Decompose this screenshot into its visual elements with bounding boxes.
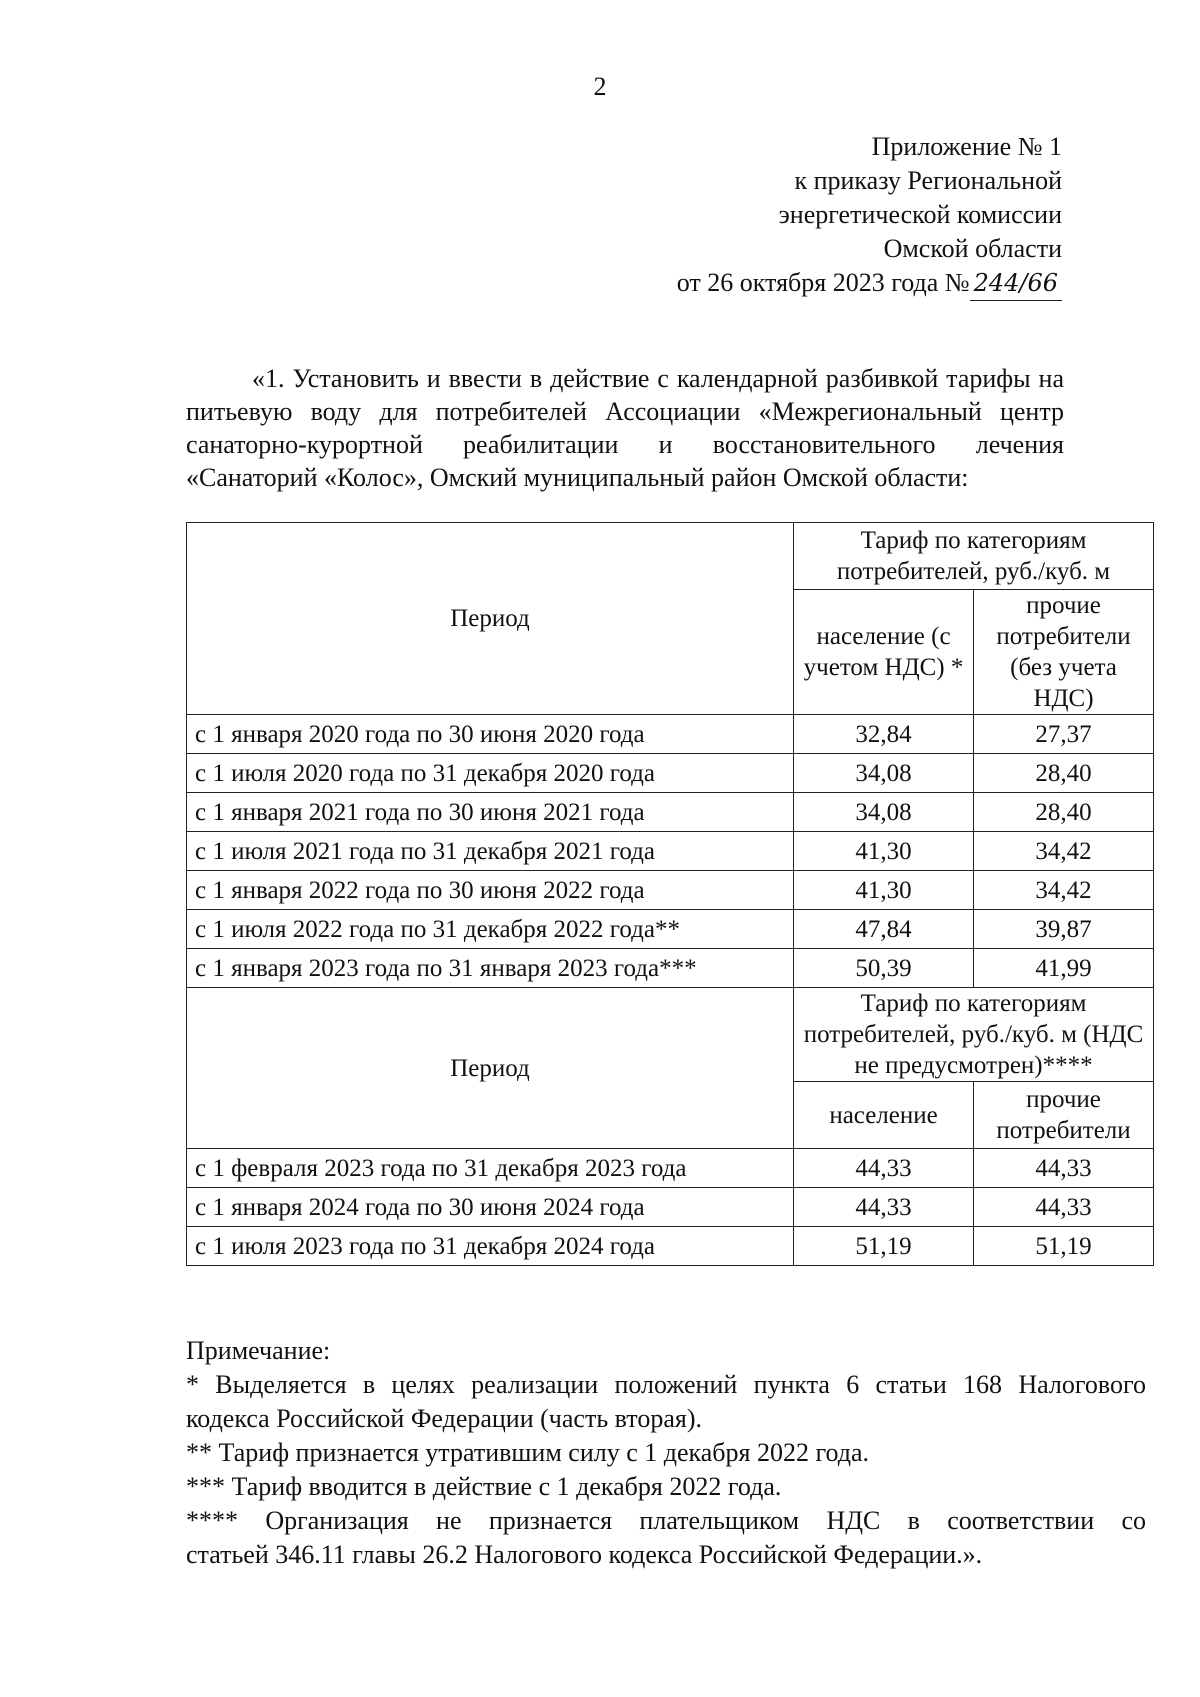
appendix-date-line xyxy=(677,266,1062,301)
intro-line: санаторно-курортной реабилитации и восстановительного лечения xyxy=(186,430,1064,459)
table-row xyxy=(187,949,1154,988)
table1-period-header: Период xyxy=(187,523,794,715)
notes-title: Примечание: xyxy=(186,1336,331,1365)
intro-paragraph xyxy=(186,362,1064,494)
period-cell: с 1 января 2021 года по 30 июня 2021 года xyxy=(187,793,794,832)
period-cell: с 1 июля 2022 года по 31 декабря 2022 года** xyxy=(187,910,794,949)
table2-group-header: Тариф по категориям потребителей, руб./куб. м (НДС не предусмотрен)**** xyxy=(794,988,1154,1082)
note-1: * Выделяется в целях реализации положений пункта 6 статьи 168 Налогового xyxy=(186,1370,1146,1399)
population-tariff-cell: 44,33 xyxy=(794,1149,974,1188)
table-row xyxy=(187,1188,1154,1227)
period-cell: с 1 июля 2023 года по 31 декабря 2024 года xyxy=(187,1227,794,1266)
table-row xyxy=(187,910,1154,949)
table2-col-other-header: прочие потребители xyxy=(974,1082,1154,1149)
appendix-line: к приказу Региональной xyxy=(794,166,1062,195)
appendix-header xyxy=(677,130,1062,301)
other-tariff-cell: 34,42 xyxy=(974,871,1154,910)
period-cell: с 1 января 2023 года по 31 января 2023 года*** xyxy=(187,949,794,988)
population-tariff-cell: 44,33 xyxy=(794,1188,974,1227)
table-row xyxy=(187,1149,1154,1188)
table-row xyxy=(187,832,1154,871)
table-row xyxy=(187,871,1154,910)
population-tariff-cell: 41,30 xyxy=(794,871,974,910)
note-3: *** Тариф вводится в действие с 1 декабря 2022 года. xyxy=(186,1472,782,1501)
notes xyxy=(186,1334,1146,1572)
order-number-handwritten: 244/66 xyxy=(970,266,1062,301)
population-tariff-cell: 32,84 xyxy=(794,715,974,754)
appendix-line: Приложение № 1 xyxy=(871,132,1062,161)
period-cell: с 1 июля 2021 года по 31 декабря 2021 года xyxy=(187,832,794,871)
table1-group-header: Тариф по категориям потребителей, руб./куб. м xyxy=(794,523,1154,590)
intro-line: питьевую воду для потребителей Ассоциации «Межрегиональный центр xyxy=(186,397,1064,426)
period-cell: с 1 января 2024 года по 30 июня 2024 года xyxy=(187,1188,794,1227)
other-tariff-cell: 39,87 xyxy=(974,910,1154,949)
appendix-line: энергетической комиссии xyxy=(778,200,1062,229)
population-tariff-cell: 41,30 xyxy=(794,832,974,871)
table-row xyxy=(187,715,1154,754)
note-2: ** Тариф признается утратившим силу с 1 декабря 2022 года. xyxy=(186,1438,870,1467)
other-tariff-cell: 28,40 xyxy=(974,793,1154,832)
period-cell: с 1 февраля 2023 года по 31 декабря 2023 года xyxy=(187,1149,794,1188)
table1-header-row xyxy=(187,523,1154,590)
other-tariff-cell: 44,33 xyxy=(974,1149,1154,1188)
note-4-cont: статьей 346.11 главы 26.2 Налогового кодекса Российской Федерации.». xyxy=(186,1540,983,1569)
table2-col-population-header: население xyxy=(794,1082,974,1149)
period-cell: с 1 июля 2020 года по 31 декабря 2020 года xyxy=(187,754,794,793)
other-tariff-cell: 27,37 xyxy=(974,715,1154,754)
population-tariff-cell: 47,84 xyxy=(794,910,974,949)
table2-header-row xyxy=(187,988,1154,1082)
other-tariff-cell: 28,40 xyxy=(974,754,1154,793)
table1-col-other-header: прочие потребители (без учета НДС) xyxy=(974,590,1154,715)
population-tariff-cell: 34,08 xyxy=(794,793,974,832)
period-cell: с 1 января 2022 года по 30 июня 2022 года xyxy=(187,871,794,910)
population-tariff-cell: 51,19 xyxy=(794,1227,974,1266)
note-4: **** Организация не признается плательщиком НДС в соответствии со xyxy=(186,1506,1146,1535)
table-row xyxy=(187,754,1154,793)
population-tariff-cell: 34,08 xyxy=(794,754,974,793)
tariff-table xyxy=(186,522,1154,1266)
appendix-line: Омской области xyxy=(883,234,1062,263)
other-tariff-cell: 44,33 xyxy=(974,1188,1154,1227)
other-tariff-cell: 51,19 xyxy=(974,1227,1154,1266)
intro-line: «1. Установить и ввести в действие с календарной разбивкой тарифы на xyxy=(252,364,1064,393)
note-1-cont: кодекса Российской Федерации (часть вторая). xyxy=(186,1404,702,1433)
table-row xyxy=(187,1227,1154,1266)
other-tariff-cell: 41,99 xyxy=(974,949,1154,988)
table2-period-header: Период xyxy=(187,988,794,1149)
appendix-date: от 26 октября 2023 года № xyxy=(676,268,970,297)
intro-line: «Санаторий «Колос», Омский муниципальный район Омской области: xyxy=(186,463,969,492)
table-row xyxy=(187,793,1154,832)
table1-col-population-header: население (с учетом НДС) * xyxy=(794,590,974,715)
period-cell: с 1 января 2020 года по 30 июня 2020 года xyxy=(187,715,794,754)
page-number: 2 xyxy=(593,72,607,101)
population-tariff-cell: 50,39 xyxy=(794,949,974,988)
other-tariff-cell: 34,42 xyxy=(974,832,1154,871)
